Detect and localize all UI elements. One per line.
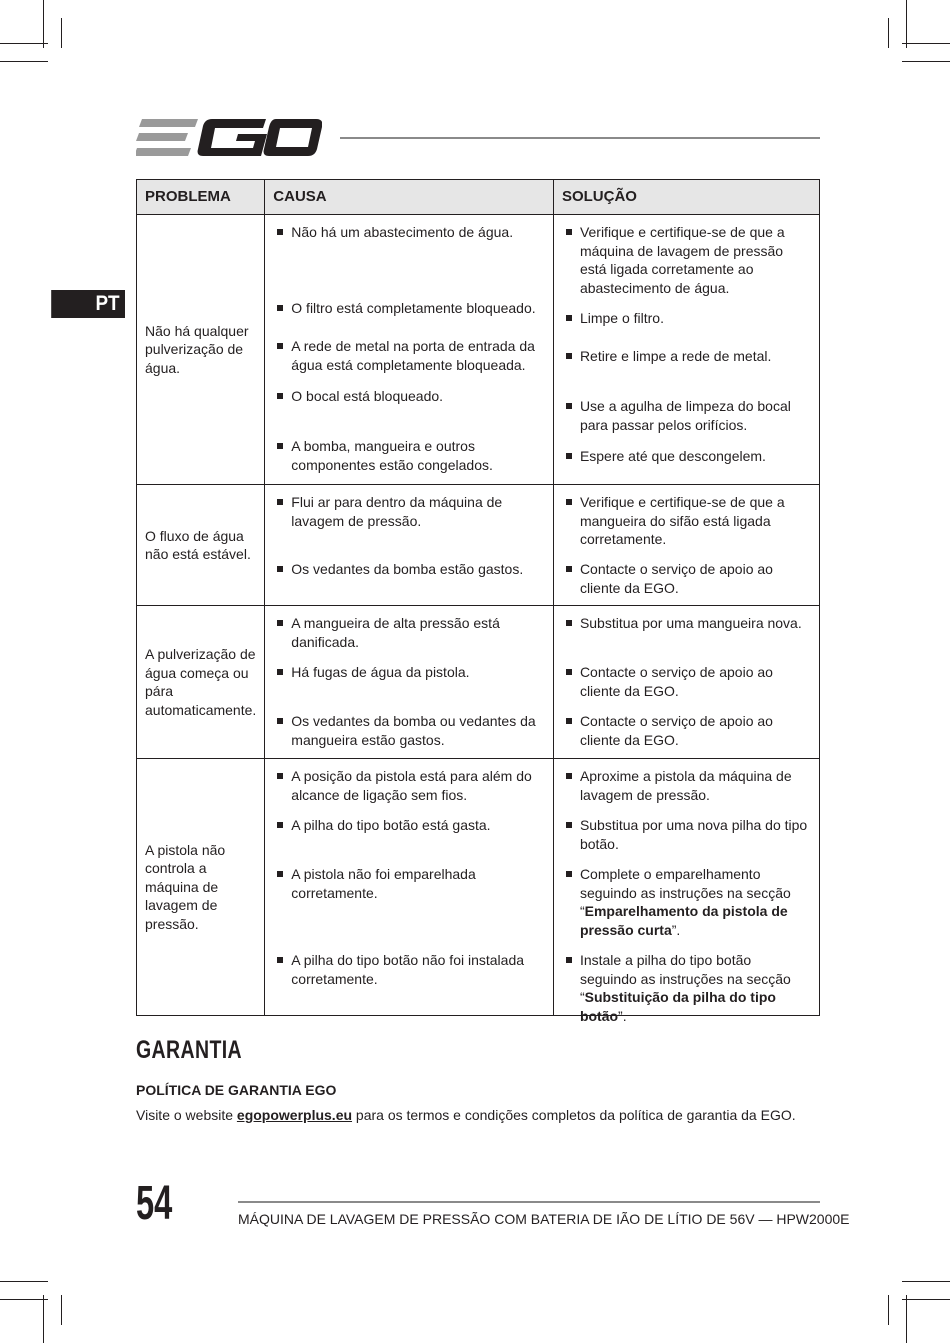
cause-item: A mangueira de alta pressão está danificada. — [275, 614, 543, 663]
warranty-text-after: para os termos e condições completos da política de garantia da EGO. — [352, 1107, 796, 1123]
solution-text: Complete o emparelhamento seguindo as instruções na secção “ — [579, 866, 791, 919]
crop-mark — [902, 61, 950, 62]
header-solution: SOLUÇÃO — [553, 180, 819, 215]
solution-item: Contacte o serviço de apoio ao cliente da EGO. — [564, 560, 809, 597]
crop-mark — [888, 1295, 889, 1325]
table-row — [137, 759, 820, 1016]
cause-item: Os vedantes da bomba estão gastos. — [275, 560, 543, 597]
table-row — [137, 485, 820, 606]
header-rule — [340, 137, 820, 139]
cause-item: A pistola não foi emparelhada corretamente. — [275, 865, 543, 951]
table-header-row — [137, 180, 820, 215]
cause-cell — [265, 485, 554, 606]
cause-item: O bocal está bloqueado. — [275, 387, 543, 437]
cause-item: A rede de metal na porta de entrada da água está completamente bloqueada. — [275, 337, 543, 387]
solution-item: Espere até que descongelem. — [564, 447, 809, 476]
crop-mark — [0, 1299, 48, 1300]
solution-text: ”. — [618, 1007, 627, 1024]
solution-item: Verifique e certifique-se de que a máquina de lavagem de pressão está ligada corretamente ao abastecimento de água. — [564, 223, 809, 309]
crop-mark — [902, 1281, 950, 1282]
crop-mark — [43, 0, 44, 48]
cause-item: A pilha do tipo botão está gasta. — [275, 816, 543, 865]
crop-mark — [0, 43, 48, 44]
solution-item: Contacte o serviço de apoio ao cliente da EGO. — [564, 663, 809, 712]
language-tab: PT — [51, 290, 125, 318]
warranty-link[interactable]: egopowerplus.eu — [236, 1107, 353, 1123]
cause-item: Flui ar para dentro da máquina de lavagem de pressão. — [275, 493, 543, 560]
cause-item: A pilha do tipo botão não foi instalada corretamente. — [275, 951, 543, 1007]
solution-item: Use a agulha de limpeza do bocal para passar pelos orifícios. — [564, 397, 809, 447]
crop-mark — [902, 1299, 950, 1300]
solution-cell — [553, 759, 819, 1024]
crop-mark — [906, 0, 907, 48]
page-number: 54 — [136, 1177, 173, 1230]
cause-cell — [265, 215, 554, 485]
solution-item: Contacte o serviço de apoio ao cliente da EGO. — [564, 712, 809, 750]
warranty-title: GARANTIA — [136, 1036, 243, 1064]
crop-mark — [61, 1295, 62, 1325]
warranty-subheading: POLÍTICA DE GARANTIA EGO — [136, 1082, 337, 1098]
solution-text: Instale a pilha do tipo botão seguindo as instruções na secção “ — [579, 952, 791, 1005]
table-row — [137, 606, 820, 759]
footer-rule — [238, 1201, 820, 1203]
table-row — [137, 215, 820, 485]
crop-mark — [43, 1295, 44, 1343]
solution-item: Verifique e certifique-se de que a mangueira do sifão está ligada corretamente. — [564, 493, 809, 560]
cause-item: A bomba, mangueira e outros componentes estão congelados. — [275, 437, 543, 476]
ego-logo — [136, 117, 322, 159]
solution-cell — [553, 485, 819, 606]
solution-text: ”. — [671, 921, 681, 938]
header-problem: PROBLEMA — [137, 180, 265, 215]
crop-mark — [906, 1295, 907, 1343]
cause-cell — [265, 606, 554, 759]
crop-mark — [888, 18, 889, 48]
cause-item: Os vedantes da bomba ou vedantes da mangueira estão gastos. — [275, 712, 543, 750]
solution-item: Substitua por uma nova pilha do tipo botão. — [564, 816, 809, 865]
solution-item — [564, 951, 809, 1024]
problem-cell: A pulverização de água começa ou pára automaticamente. — [137, 606, 265, 759]
crop-mark — [0, 1281, 48, 1282]
solution-item: Retire e limpe a rede de metal. — [564, 347, 809, 397]
solution-cell — [553, 606, 819, 759]
section-reference: Substituição da pilha do tipo botão — [579, 989, 776, 1024]
problem-cell: Não há qualquer pulverização de água. — [137, 215, 265, 485]
solution-cell — [553, 215, 819, 485]
cause-item: Não há um abastecimento de água. — [275, 223, 543, 299]
crop-mark — [902, 43, 950, 44]
crop-mark — [61, 18, 62, 48]
header-cause: CAUSA — [265, 180, 554, 215]
cause-cell — [265, 759, 554, 1016]
problem-cell: A pistola não controla a máquina de lavagem de pressão. — [137, 759, 265, 1016]
warranty-text — [136, 1107, 796, 1123]
cause-item: A posição da pistola está para além do alcance de ligação sem fios. — [275, 767, 543, 816]
solution-item: Limpe o filtro. — [564, 309, 809, 347]
warranty-text-before: Visite o website — [136, 1107, 237, 1123]
solution-item: Substitua por uma mangueira nova. — [564, 614, 809, 663]
solution-item: Aproxime a pistola da máquina de lavagem de pressão. — [564, 767, 809, 816]
section-reference: Emparelhamento da pistola de pressão curta — [579, 903, 788, 938]
crop-mark — [0, 61, 48, 62]
solution-item — [564, 865, 809, 951]
cause-item: Há fugas de água da pistola. — [275, 663, 543, 712]
troubleshooting-table — [136, 179, 820, 1024]
footer-title: MÁQUINA DE LAVAGEM DE PRESSÃO COM BATERIA DE IÃO DE LÍTIO DE 56V — HPW2000E — [238, 1211, 850, 1227]
problem-cell: O fluxo de água não está estável. — [137, 485, 265, 606]
cause-item: O filtro está completamente bloqueado. — [275, 299, 543, 337]
